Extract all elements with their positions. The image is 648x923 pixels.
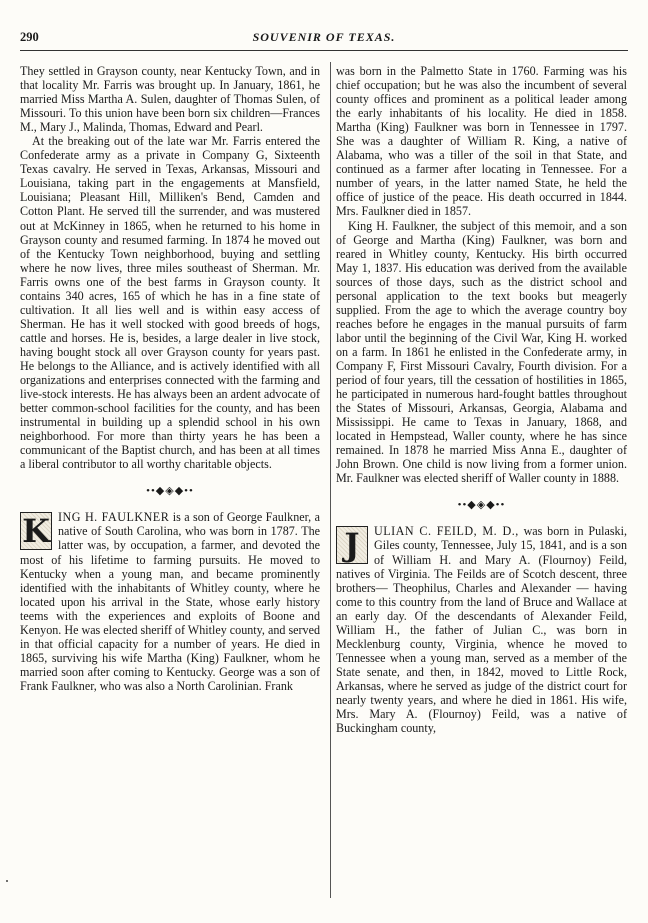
page-number: 290 [20, 30, 39, 44]
column-divider [330, 62, 331, 898]
faulkner-bio-text [20, 510, 320, 693]
feild-bio-body: was born in Pulaski, Giles county, Tennessee, July 15, 1841, and is a son of William H. and Mary A. (Flournoy) Feild, natives of Virginia. The Feilds are of Scotch descent, three brothers— Theophilus, Charles and Alexander — having come to this country from the land of Bruce and Wallace at an early day. Of the descendants of Alexander Feild, William H., the father of Julian C., was born in Mecklenburg county, Virginia, whence he moved to Tennessee when a young man, served as a member of the State senate, and then, in 1842, moved to Little Rock, Arkansas, where he served as judge of the district court for nearly twenty years, and where he died in 1861. His wife, Mrs. Mary A. (Flournoy) Feild, was a native of Buckingham county, [336, 524, 627, 736]
left-column [20, 64, 320, 693]
faulkner-bio-body: is a son of George Faulkner, a native of South Carolina, who was born in 1787. The latter was, by occupation, a farmer, and devoted the most of his lifetime to farming pursuits. He moved to Kentucky when a young man, and became prominently identified with the inhabitants of Whitley county, where he located upon his arrival in the State, whose early history teems with the experiences and exploits of Boone and Kenyon. He was elected sheriff of Whitley county, and served in that official capacity for a number of years. He died in 1865, surviving his wife Martha (King) Faulkner, whom he married soon after coming to Kentucky. George was a son of Frank Faulkner, who was also a North Carolinian. Frank [20, 510, 320, 693]
drop-cap-j: J [336, 526, 368, 564]
feild-bio [336, 524, 627, 735]
section-ornament: ••◆◈◆•• [146, 485, 194, 498]
running-head: SOUVENIR OF TEXAS. [252, 30, 396, 44]
section-ornament-right: ••◆◈◆•• [457, 499, 506, 512]
right-column [336, 64, 627, 735]
feild-heading: ULIAN C. FEILD, M. D., [374, 524, 519, 539]
faulkner-heading: ING H. FAULKNER [58, 510, 170, 525]
header-rule [20, 50, 628, 51]
print-speck [6, 880, 8, 882]
farris-paragraph-2: At the breaking out of the late war Mr. Farris entered the Confederate army as a private in Company G, Sixteenth Texas cavalry. He served in Texas, Arkansas, Missouri and Louisiana, taking part in the engagements at Mansfield, Louisiana; Pleasant Hill, Milliken's Bend, Camden and Cotton Plant. He served till the surrender, and was mustered out at McKinney in 1865, when he returned to his home in Grayson county and resumed farming. In 1874 he moved out of the Kentucky Town neighborhood, buying and settling where he now lives, three miles southeast of Sherman. Mr. Farris owns one of the best farms in Grayson county. It contains 340 acres, 165 of which he has in a fine state of cultivation. It all lies well and is within easy access of Sherman. He has it well stocked with good breeds of hogs, cattle and horses. He is, besides, a large dealer in live stock, having bought stock all over Grayson county for years past. He belongs to the Alliance, and is actively identified with all organizations and enterprises connected with the farming and live-stock interests. He has always been an ardent advocate of better common-school facilities for the county, and has been instrumental in building up a splendid school in his own neighborhood. For more than thirty years he has been a communicant of the Baptist church, and has been at all times a liberal contributor to all worthy charitable objects. [20, 134, 320, 472]
page-header [20, 30, 628, 46]
drop-cap-k: K [20, 512, 52, 550]
feild-bio-text [336, 524, 627, 735]
faulkner-bio [20, 510, 320, 693]
farris-paragraph-1: They settled in Grayson county, near Kentucky Town, and in that locality Mr. Farris was brought up. In January, 1861, he married Miss Martha A. Sulen, daughter of Thomas Sulen, of Missouri. To this union have been born six children—Frances M., Mary J., Malinda, Thomas, Edward and Pearl. [20, 64, 320, 135]
faulkner-continued-1: was born in the Palmetto State in 1760. Farming was his chief occupation; but he was also the incumbent of several county offices and prominent as a political leader among the early inhabitants of his locality. He died in 1858. Martha (King) Faulkner was born in Tennessee in 1797. She was a daughter of William R. King, a native of Alabama, who was a tiller of the soil in that State, and continued as a farmer after locating in Tennessee. For a number of years, in the latter named State, he held the office of justice of the peace. His death occurred in 1844. Mrs. Faulkner died in 1857. [336, 64, 627, 219]
faulkner-continued-2: King H. Faulkner, the subject of this memoir, and a son of George and Martha (King) Faulkner, was born and reared in Whitley county, Kentucky. His birth occurred May 1, 1837. His education was derived from the available sources of those days, such as the district school and personal application to the text books but meagerly supplied. From the age to which the average country boy reaches before he engages in the manual pursuits of farm labor until the beginning of the Civil War, King H. worked on a farm. In 1861 he enlisted in the Confederate army, in Company F, First Missouri Cavalry, Fourth division. For a period of four years, till the cessation of hostilities in 1865, he participated in numerous hard-fought battles throughout the States of Missouri, Arkansas, Georgia, Alabama and Mississippi. He came to Texas in January, 1868, and located in Hempstead, Waller county, where he has since remained. In 1878 he married Miss Anna E., daughter of John Brown. One child is now living from a former union. Mr. Faulkner was elected sheriff of Waller county in 1888. [336, 218, 627, 486]
